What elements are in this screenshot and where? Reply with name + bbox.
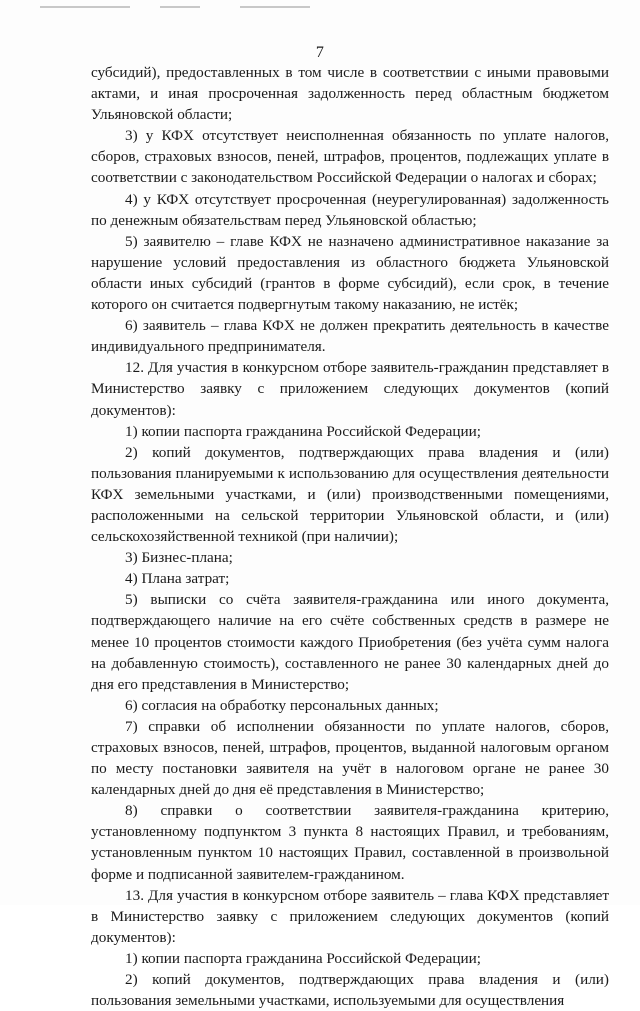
- paragraph: 4) у КФХ отсутствует просроченная (неурегулированная) задолженность по денежным обязательствам перед Ульяновской областью;: [91, 190, 609, 229]
- paragraph: 4) Плана затрат;: [125, 570, 230, 588]
- paragraph: 3) Бизнес-плана;: [125, 549, 233, 567]
- paragraph: 6) согласия на обработку персональных данных;: [125, 696, 439, 714]
- paragraph: 1) копии паспорта гражданина Российской Федерации;: [125, 422, 481, 440]
- scan-artifact: [40, 6, 130, 8]
- paragraph: 5) заявителю – главе КФХ не назначено административное наказание за нарушение условий предоставления из областного бюджета Ульяновской области иных субсидий (грантов в форме субсидий), если срок, в течение которого он считается подвергнутым такому наказанию, не истёк;: [91, 232, 609, 314]
- scan-artifact: [160, 6, 200, 8]
- paragraph: 7) справки об исполнении обязанности по уплате налогов, сборов, страховых взносов, пеней, штрафов, процентов, выданной налоговым органом по месту постановки заявителя на учёт в налоговом органе не ранее 30 календарных дней до дня её представления в Министерство;: [91, 717, 609, 799]
- paragraph: субсидий), предоставленных в том числе в соответствии с иными правовыми актами, и иная просроченная задолженность перед областным бюджетом Ульяновской области;: [91, 64, 609, 124]
- document-body: [91, 62, 609, 1011]
- paragraph: 2) копий документов, подтверждающих права владения и (или) пользования земельными участками, используемыми для осуществления: [91, 971, 609, 1010]
- paragraph: 13. Для участия в конкурсном отборе заявитель – глава КФХ представляет в Министерство заявку с приложением следующих документов (копий документов):: [91, 886, 609, 946]
- paragraph: 12. Для участия в конкурсном отборе заявитель-гражданин представляет в Министерство заявку с приложением следующих документов (копий документов):: [91, 359, 609, 419]
- paragraph: 6) заявитель – глава КФХ не должен прекратить деятельность в качестве индивидуального предпринимателя.: [91, 317, 609, 356]
- paragraph: 2) копий документов, подтверждающих права владения и (или) пользования планируемыми к использованию для осуществления деятельности КФХ земельными участками, и (или) производственными помещениями, расположенными на сельской территории Ульяновской области, и (или) сельскохозяйственной техникой (при наличии);: [91, 443, 609, 546]
- scan-artifact: [240, 6, 310, 8]
- paragraph: 8) справки о соответствии заявителя-гражданина критерию, установленному подпунктом 3 пункта 8 настоящих Правил, и требованиям, установленным пунктом 10 настоящих Правил, составленной в произвольной форме и подписанной заявителем-гражданином.: [91, 802, 609, 883]
- paragraph: 1) копии паспорта гражданина Российской Федерации;: [125, 949, 481, 967]
- page-number: 7: [315, 44, 325, 61]
- paragraph: 3) у КФХ отсутствует неисполненная обязанность по уплате налогов, сборов, страховых взносов, пеней, штрафов, процентов, подлежащих уплате в соответствии с законодательством Российской Федерации о налогах и сборах;: [91, 127, 609, 187]
- paragraph: 5) выписки со счёта заявителя-гражданина или иного документа, подтверждающего наличие на его счёте собственных средств в размере не менее 10 процентов стоимости каждого Приобретения (без учёта сумм налога на добавленную стоимость), составленного не ранее 30 календарных дней до дня его представления в Министерство;: [91, 591, 609, 693]
